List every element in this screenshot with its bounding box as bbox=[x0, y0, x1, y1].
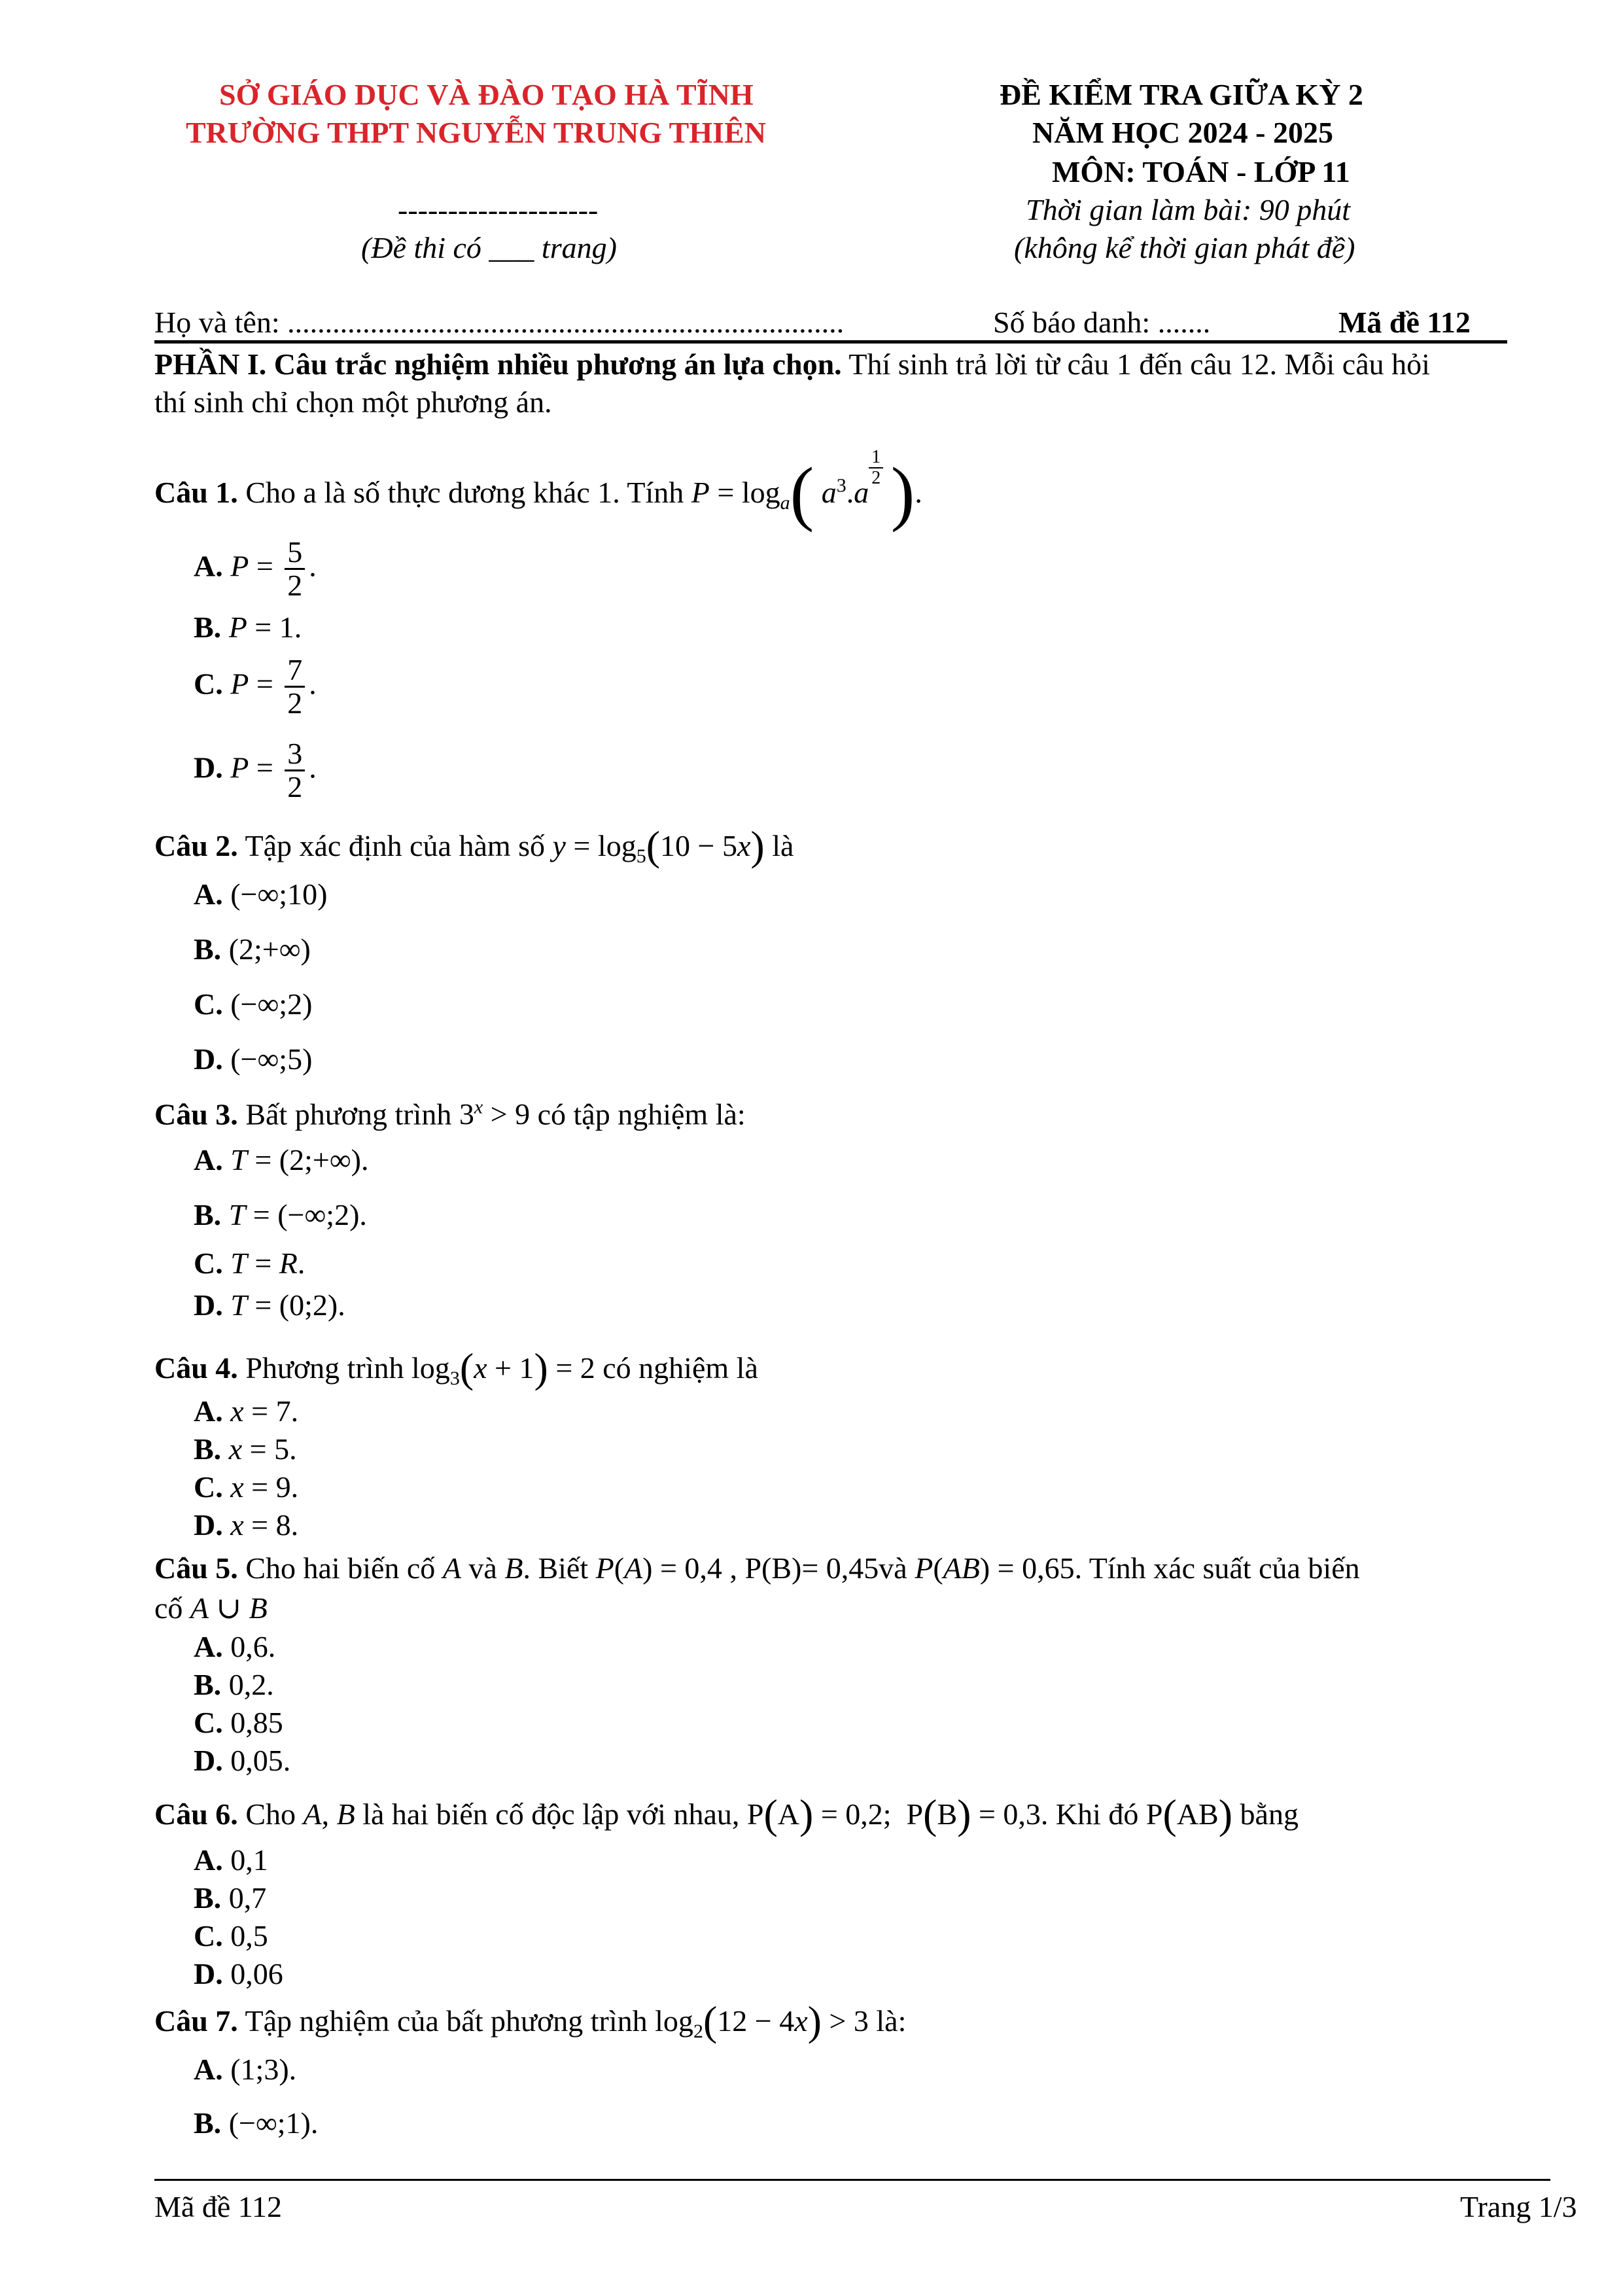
question-5: Câu 5. Cho hai biến cố A và B. Biết P(A) = 0,4 , P(B)= 0,45và P(AB) = 0,65. Tính xác suất của biến bbox=[154, 1551, 1360, 1585]
q6-option-d-label: D. bbox=[194, 1957, 223, 1990]
exam-time: Thời gian làm bài: 90 phút bbox=[1026, 193, 1351, 226]
q1-d-numerator: 3 bbox=[285, 738, 305, 771]
footer-exam-code: Mã đề 112 bbox=[154, 2190, 283, 2223]
q6-option-b-label: B. bbox=[194, 1881, 222, 1915]
q1-option-b[interactable]: B. P = 1. bbox=[194, 610, 302, 644]
q6-option-c[interactable] bbox=[194, 1918, 268, 1953]
question-5-mid2: . Biết bbox=[523, 1551, 596, 1585]
q7-a-value: (1;3) bbox=[230, 2053, 289, 2086]
q5-option-d-label: D. bbox=[194, 1744, 223, 1777]
q6-option-c-label: C. bbox=[194, 1919, 223, 1952]
footer-divider bbox=[154, 2179, 1550, 2181]
q4-option-d[interactable]: D. x = 8. bbox=[194, 1508, 299, 1542]
q1-option-a-label: A. bbox=[194, 549, 223, 583]
q1-option-c-label: C. bbox=[194, 667, 223, 701]
q5-option-b-label: B. bbox=[194, 1668, 222, 1701]
footer-page-number: Trang 1/3 bbox=[1460, 2190, 1577, 2223]
q2-option-a-label: A. bbox=[194, 877, 223, 911]
q1-b-value: 1 bbox=[279, 610, 294, 644]
question-2-tail: là bbox=[764, 829, 794, 862]
q1-option-b-label: B. bbox=[194, 610, 222, 644]
question-2-formula: $y = \log_5(10 - 5x)$ bbox=[552, 822, 765, 869]
q2-a-value: (−∞;10) bbox=[230, 877, 328, 911]
q3-option-d[interactable]: D. T = (0;2). bbox=[194, 1288, 345, 1322]
q1-a-denominator: 2 bbox=[287, 569, 303, 603]
exam-title: ĐỀ KIỂM TRA GIỮA KỲ 2 bbox=[1000, 78, 1363, 111]
exam-time-note: (không kể thời gian phát đề) bbox=[1014, 231, 1355, 264]
q2-option-b-label: B. bbox=[194, 932, 222, 966]
q7-option-b-label: B. bbox=[194, 2106, 222, 2140]
q5-option-a-label: A. bbox=[194, 1630, 223, 1663]
question-5-label: Câu 5. bbox=[154, 1551, 238, 1585]
q3-option-b-label: B. bbox=[194, 1198, 222, 1231]
q2-option-a[interactable] bbox=[194, 877, 327, 911]
question-3-label: Câu 3. bbox=[154, 1097, 238, 1131]
question-5-mid3: , P(B)= 0,45và bbox=[722, 1551, 915, 1585]
question-3-tail: có tập nghiệm là: bbox=[530, 1097, 746, 1131]
school-name: TRƯỜNG THPT NGUYỄN TRUNG THIÊN bbox=[186, 116, 766, 149]
question-4-text: Phương trình bbox=[237, 1351, 412, 1385]
q3-option-a-label: A. bbox=[194, 1143, 223, 1176]
part1-instruction-2: thí sinh chỉ chọn một phương án. bbox=[154, 385, 552, 419]
pages-note: (Đề thi có ___ trang) bbox=[361, 231, 617, 264]
question-6-tail: bằng bbox=[1232, 1797, 1299, 1831]
question-2-label: Câu 2. bbox=[154, 829, 238, 862]
question-1-label: Câu 1. bbox=[154, 476, 238, 509]
question-1 bbox=[154, 447, 922, 535]
q5-option-d[interactable] bbox=[194, 1743, 290, 1778]
q5-a-value: 0,6. bbox=[230, 1630, 276, 1663]
question-3 bbox=[154, 1097, 746, 1131]
q4-option-b[interactable]: B. x = 5. bbox=[194, 1432, 297, 1466]
q1-option-a[interactable]: A. P = $\frac{5}{2}$ . bbox=[194, 535, 317, 603]
q4-option-c[interactable]: C. x = 9. bbox=[194, 1470, 299, 1504]
question-3-formula: $3^x > 9$ bbox=[459, 1097, 531, 1131]
q1-option-c[interactable]: C. P = $\frac{7}{2}$ . bbox=[194, 653, 317, 720]
q6-d-value: 0,06 bbox=[230, 1957, 283, 1990]
part1-heading bbox=[154, 347, 1430, 381]
q7-option-a[interactable]: A. (1;3). bbox=[194, 2053, 297, 2086]
q4-option-a-label: A. bbox=[194, 1394, 223, 1428]
question-5-line2: cố A ∪ B bbox=[154, 1591, 268, 1625]
question-2 bbox=[154, 822, 794, 870]
q3-a-value: (2;+∞) bbox=[279, 1143, 361, 1176]
q2-d-value: (−∞;5) bbox=[230, 1042, 313, 1076]
question-7 bbox=[154, 1997, 906, 2045]
q4-c-value: 9 bbox=[275, 1470, 291, 1504]
q3-c-value: R bbox=[279, 1246, 298, 1280]
q4-b-value: 5 bbox=[274, 1432, 290, 1466]
question-6: Câu 6. Cho A, B là hai biến cố độc lập với nhau, P(A) = 0,2; P(B) = 0,3. Khi đó P(AB) bằng bbox=[154, 1791, 1299, 1837]
q3-option-a[interactable]: A. T = (2;+∞). bbox=[194, 1143, 369, 1176]
q6-a-value: 0,1 bbox=[230, 1843, 268, 1877]
question-4-label: Câu 4. bbox=[154, 1351, 238, 1385]
school-year: NĂM HỌC 2024 - 2025 bbox=[1032, 116, 1333, 149]
q3-option-d-label: D. bbox=[194, 1288, 223, 1322]
q7-b-value: (−∞;1) bbox=[228, 2106, 311, 2140]
q5-d-value: 0,05. bbox=[230, 1744, 291, 1777]
question-7-tail: là: bbox=[868, 2004, 907, 2038]
question-5-mid1: và bbox=[461, 1551, 505, 1585]
q6-option-d[interactable] bbox=[194, 1956, 283, 1991]
q5-b-value: 0,2. bbox=[228, 1668, 274, 1701]
q4-d-value: 8 bbox=[275, 1508, 291, 1542]
q5-c-value: 0,85 bbox=[230, 1706, 283, 1739]
q3-b-value: (−∞;2) bbox=[277, 1198, 360, 1231]
q4-option-d-label: D. bbox=[194, 1508, 223, 1542]
question-7-text: Tập nghiệm của bất phương trình bbox=[237, 2004, 655, 2038]
part1-title: PHẦN I. Câu trắc nghiệm nhiều phương án lựa chọn. bbox=[154, 347, 842, 381]
q5-option-b[interactable] bbox=[194, 1667, 274, 1702]
question-1-text: Cho a là số thực dương khác 1. Tính bbox=[237, 476, 691, 509]
question-6-mid1: là hai biến cố độc lập với nhau, bbox=[355, 1797, 747, 1831]
q2-option-d-label: D. bbox=[194, 1042, 223, 1076]
question-1-formula: $P = \log_a$( $a^3.a$ $^{\frac{1}{2}}$ ). bbox=[691, 447, 922, 533]
q6-option-a-label: A. bbox=[194, 1843, 223, 1877]
question-6-label: Câu 6. bbox=[154, 1797, 238, 1831]
question-4-formula: $\log_3(x + 1) = 2$ bbox=[411, 1345, 595, 1391]
q6-c-value: 0,5 bbox=[230, 1919, 268, 1952]
q6-b-value: 0,7 bbox=[228, 1881, 267, 1915]
exam-code: Mã đề 112 bbox=[1338, 306, 1471, 339]
q1-option-d[interactable]: D. P = $\frac{3}{2}$ . bbox=[194, 737, 317, 804]
subject: MÔN: TOÁN - LỚP 11 bbox=[1052, 155, 1350, 188]
q5-option-c[interactable] bbox=[194, 1705, 283, 1740]
q3-d-value: (0;2) bbox=[279, 1288, 338, 1322]
q6-option-a[interactable] bbox=[194, 1843, 268, 1877]
q4-option-c-label: C. bbox=[194, 1470, 223, 1504]
student-id-field: Số báo danh: ....... bbox=[993, 306, 1211, 339]
q2-option-d[interactable] bbox=[194, 1042, 312, 1076]
question-7-formula: $\log_2(12 - 4x) > 3$ bbox=[655, 1998, 869, 2044]
question-5-text: Cho hai biến cố bbox=[237, 1551, 443, 1585]
question-5-mid4: . Tính xác suất của biến bbox=[1074, 1551, 1360, 1585]
question-3-text: Bất phương trình bbox=[237, 1097, 459, 1131]
question-6-text: Cho bbox=[237, 1797, 304, 1831]
q2-option-c[interactable] bbox=[194, 987, 312, 1021]
q2-option-c-label: C. bbox=[194, 987, 223, 1021]
question-4 bbox=[154, 1344, 758, 1392]
q1-c-denominator: 2 bbox=[287, 686, 303, 720]
question-4-tail: có nghiệm là bbox=[595, 1351, 758, 1385]
q5-option-a[interactable] bbox=[194, 1629, 275, 1664]
department-name: SỞ GIÁO DỤC VÀ ĐÀO TẠO HÀ TĨNH bbox=[219, 78, 754, 111]
q4-a-value: 7 bbox=[275, 1394, 291, 1428]
question-6-mid2: Khi đó bbox=[1048, 1797, 1146, 1831]
student-name-field: Họ và tên: .......................................................................... bbox=[154, 306, 845, 339]
q3-option-c-label: C. bbox=[194, 1246, 223, 1280]
q2-c-value: (−∞;2) bbox=[230, 987, 313, 1021]
q1-a-numerator: 5 bbox=[285, 537, 305, 570]
q3-option-c[interactable]: C. T = R. bbox=[194, 1246, 305, 1280]
q3-option-b[interactable]: B. T = (−∞;2). bbox=[194, 1198, 367, 1231]
q7-option-a-label: A. bbox=[194, 2053, 223, 2086]
question-2-text: Tập xác định của hàm số bbox=[237, 829, 553, 862]
q6-option-b[interactable] bbox=[194, 1881, 266, 1915]
q1-option-d-label: D. bbox=[194, 751, 223, 785]
q5-option-c-label: C. bbox=[194, 1706, 223, 1739]
q1-c-numerator: 7 bbox=[285, 654, 305, 688]
part1-instruction: Thí sinh trả lời từ câu 1 đến câu 12. Mỗi câu hỏi bbox=[841, 347, 1430, 381]
q2-option-b[interactable] bbox=[194, 932, 311, 966]
q4-option-b-label: B. bbox=[194, 1432, 222, 1466]
q7-option-b[interactable]: B. (−∞;1). bbox=[194, 2106, 319, 2140]
question-7-label: Câu 7. bbox=[154, 2004, 238, 2038]
q1-d-denominator: 2 bbox=[287, 770, 303, 804]
header-dashes: -------------------- bbox=[398, 193, 599, 226]
header-divider bbox=[154, 340, 1507, 344]
question-5-line2-text: cố bbox=[154, 1591, 190, 1625]
q2-b-value: (2;+∞) bbox=[228, 932, 311, 966]
q4-option-a[interactable]: A. x = 7. bbox=[194, 1394, 299, 1428]
